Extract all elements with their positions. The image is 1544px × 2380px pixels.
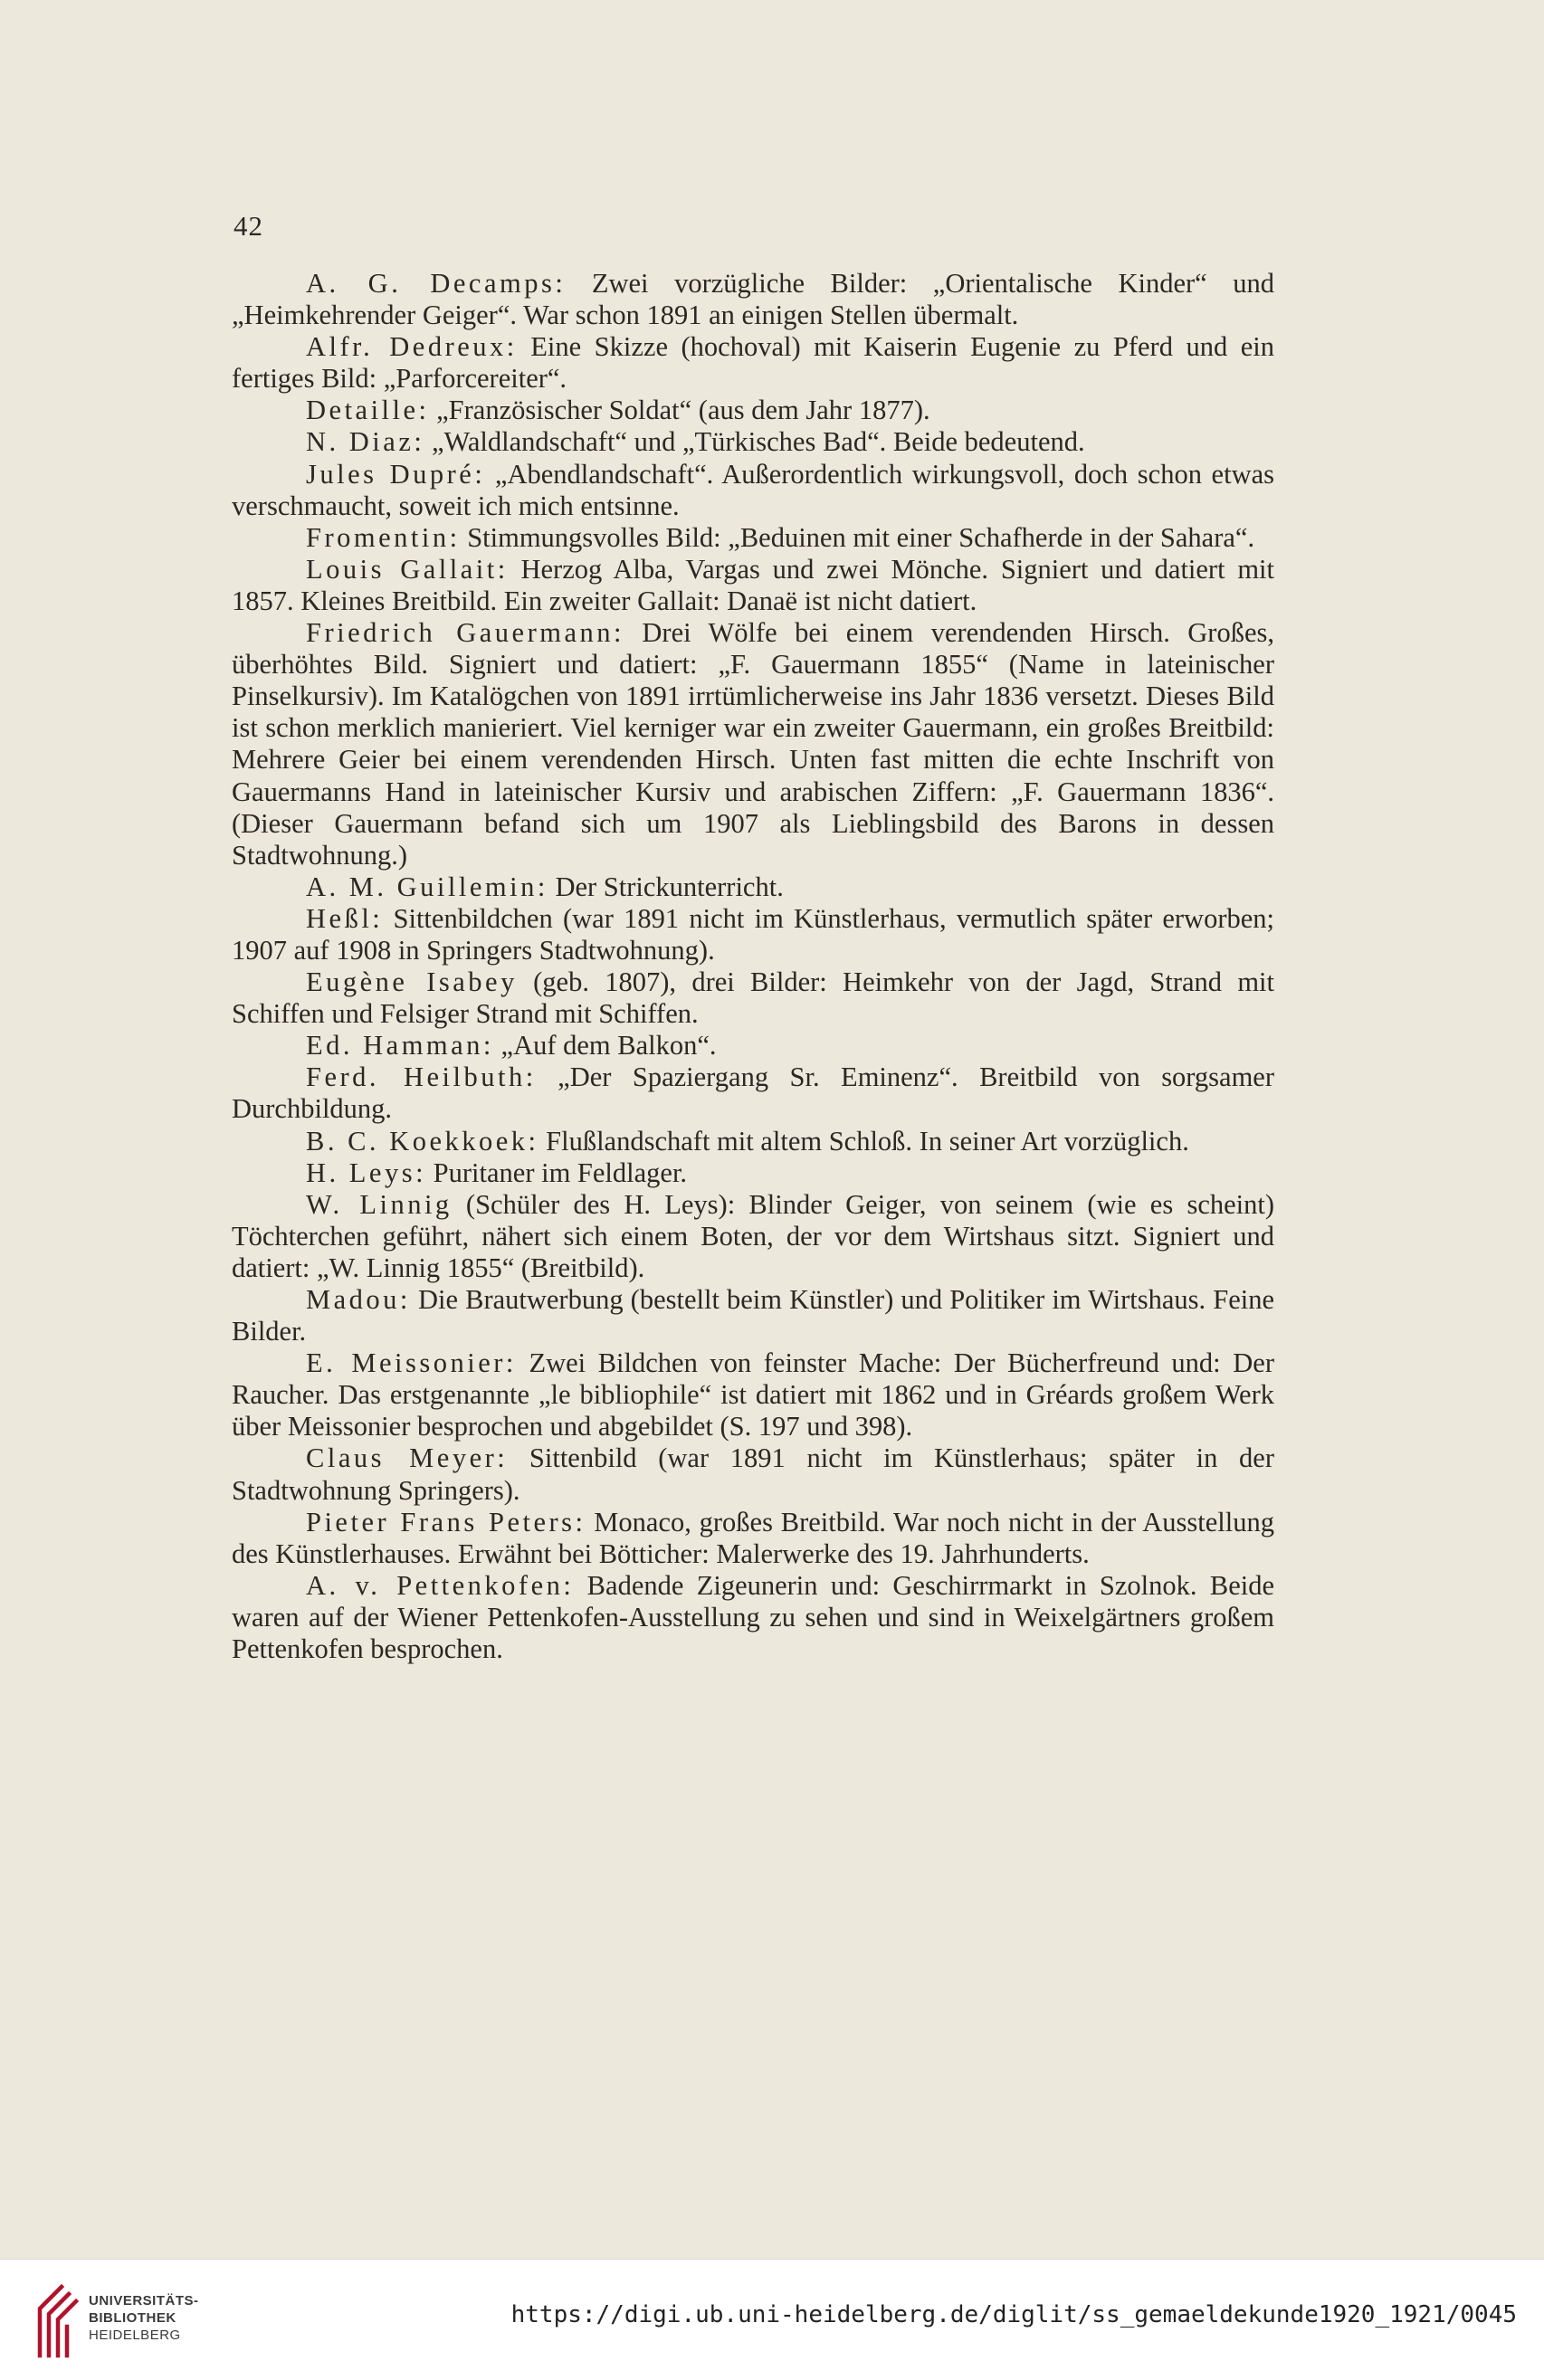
entry-text: Monaco, großes Breitbild. War noch nicht in der Ausstellung des Künstlerhauses. Erwähnt bei Bötticher: Malerwerke des 19. Jahrhunderts.	[232, 1506, 1274, 1569]
entry-text: „Französischer Soldat“ (aus dem Jahr 1877).	[429, 395, 930, 426]
artist-name: Claus Meyer:	[306, 1442, 509, 1474]
entry-text: „Der Spaziergang Sr. Eminenz“. Breitbild von sorgsamer Durchbildung.	[232, 1061, 1274, 1125]
entry	[232, 554, 1274, 617]
entry-text: „Abendlandschaft“. Außerordentlich wirkungsvoll, doch schon etwas verschmaucht, soweit ich mich entsinne.	[232, 458, 1274, 521]
entry	[232, 426, 1274, 458]
entry	[232, 617, 1274, 871]
entry	[232, 522, 1274, 554]
artist-name: N. Diaz:	[306, 426, 425, 458]
entry	[232, 966, 1274, 1030]
entry	[232, 1284, 1274, 1347]
page-number: 42	[234, 210, 263, 242]
artist-name: Eugène Isabey	[306, 966, 518, 998]
artist-name: Heßl:	[306, 902, 384, 934]
entry	[232, 903, 1274, 966]
entry	[232, 1507, 1274, 1570]
artist-name: Ed. Hamman:	[306, 1030, 494, 1061]
entry-text: Der Strickunterricht.	[548, 871, 784, 902]
artist-name: B. C. Koekkoek:	[306, 1125, 539, 1157]
entry-text: Stimmungsvolles Bild: „Beduinen mit einer Schafherde in der Sahara“.	[460, 521, 1255, 553]
entry-text: Die Brautwerbung (bestellt beim Künstler) und Politiker im Wirtshaus. Feine Bilder.	[232, 1284, 1274, 1347]
entry	[232, 1061, 1274, 1125]
entry-text: Drei Wölfe bei einem verendenden Hirsch. Großes, überhöhtes Bild. Signiert und datiert: „F. Gauermann 1855“ (Name in lateinischer Pinselkursiv). Im Katalögchen von 1891 irrtümlicherweise ins Jahr 1836 versetzt. Dieses Bild ist schon merklich manieriert. Viel kerniger war ein zweiter Gauermann, ein großes Breitbild: Mehrere Geier bei einem verendenden Hirsch. Unten fast mitten die echte Inschrift von Gauermanns Hand in lateinischer Kursiv und arabischen Ziffern: „F. Gauermann 1836“. (Dieser Gauermann befand sich um 1907 als Lieblingsbild des Barons in dessen Stadtwohnung.)	[232, 617, 1274, 871]
artist-name: H. Leys:	[306, 1157, 427, 1188]
library-name-line: BIBLIOTHEK	[89, 2310, 176, 2326]
entry-text: Zwei Bildchen von feinster Mache: Der Bücherfreund und: Der Raucher. Das erstgenannte „le bibliophile“ ist datiert mit 1862 und in Gréards großem Werk über Meissonier besprochen und abgebildet (S. 197 und 398).	[232, 1347, 1274, 1442]
entry-text: (Schüler des H. Leys): Blinder Geiger, von seinem (wie es scheint) Töchterchen geführt, nähert sich einem Boten, der vor dem Wirtshaus sitzt. Signiert und datiert: „W. Linnig 1855“ (Breitbild).	[232, 1188, 1274, 1283]
artist-name: E. Meissonier:	[306, 1347, 517, 1379]
artist-name: Pieter Frans Peters:	[306, 1506, 586, 1537]
entry-text: Eine Skizze (hochoval) mit Kaiserin Eugenie zu Pferd und ein fertiges Bild: „Parforcereiter“.	[232, 331, 1274, 395]
entry-text: Herzog Alba, Vargas und zwei Mönche. Signiert und datiert mit 1857. Kleines Breitbild. Ein zweiter Gallait: Danaë ist nicht datiert.	[232, 553, 1274, 616]
artist-name: A. G. Decamps:	[306, 268, 567, 299]
entry	[232, 395, 1274, 426]
artist-name: W. Linnig	[306, 1188, 453, 1220]
entry-text: Puritaner im Feldlager.	[426, 1157, 688, 1188]
entry	[232, 1030, 1274, 1061]
artist-name: A. M. Guillemin:	[306, 871, 548, 902]
entry-text: Sittenbild (war 1891 nicht im Künstlerhaus; später in der Stadtwohnung Springers).	[232, 1442, 1274, 1506]
entry	[232, 331, 1274, 395]
page-url-link[interactable]: https://digi.ub.uni-heidelberg.de/diglit/ss_gemaeldekunde1920_1921/0045	[510, 2301, 1517, 2328]
library-name	[89, 2292, 199, 2344]
artist-name: A. v. Pettenkofen:	[306, 1569, 575, 1601]
library-name-line: UNIVERSITÄTS-	[89, 2293, 199, 2309]
artist-name: Louis Gallait:	[306, 553, 509, 585]
entry-text: „Waldlandschaft“ und „Türkisches Bad“. Beide bedeutend.	[424, 426, 1085, 458]
entry	[232, 268, 1274, 331]
entry-text: (geb. 1807), drei Bilder: Heimkehr von der Jagd, Strand mit Schiffen und Felsiger Strand mit Schiffen.	[232, 966, 1274, 1030]
artist-name: Alfr. Dedreux:	[306, 331, 518, 363]
entry-text: Badende Zigeunerin und: Geschirrmarkt in Szolnok. Beide waren auf der Wiener Pettenkofen-Ausstellung zu sehen und sind in Weixelgärtners großem Pettenkofen besprochen.	[232, 1569, 1274, 1665]
catalog-text	[232, 268, 1274, 1665]
entry-text: „Auf dem Balkon“.	[493, 1030, 717, 1061]
entry-text: Sittenbildchen (war 1891 nicht im Künstlerhaus, vermutlich später erworben; 1907 auf 1908 in Springers Stadtwohnung).	[232, 902, 1274, 966]
artist-name: Jules Dupré:	[306, 458, 486, 490]
ub-heidelberg-logo-icon	[34, 2280, 94, 2361]
artist-name: Madou:	[306, 1284, 411, 1315]
entry	[232, 871, 1274, 903]
entry	[232, 1189, 1274, 1284]
entry	[232, 1157, 1274, 1189]
entry	[232, 1442, 1274, 1506]
entry	[232, 1347, 1274, 1442]
artist-name: Ferd. Heilbuth:	[306, 1061, 537, 1093]
entry	[232, 459, 1274, 522]
artist-name: Detaille:	[306, 395, 430, 426]
viewer-footer	[0, 2259, 1544, 2380]
library-name-line: HEIDELBERG	[89, 2328, 181, 2343]
artist-name: Friedrich Gauermann:	[306, 617, 624, 649]
artist-name: Fromentin:	[306, 521, 461, 553]
entry	[232, 1570, 1274, 1665]
entry-text: Flußlandschaft mit altem Schloß. In seiner Art vorzüglich.	[538, 1125, 1189, 1157]
entry-text: Zwei vorzügliche Bilder: „Orientalische Kinder“ und „Heimkehrender Geiger“. War schon 1891 an einigen Stellen übermalt.	[232, 268, 1274, 331]
entry	[232, 1126, 1274, 1157]
